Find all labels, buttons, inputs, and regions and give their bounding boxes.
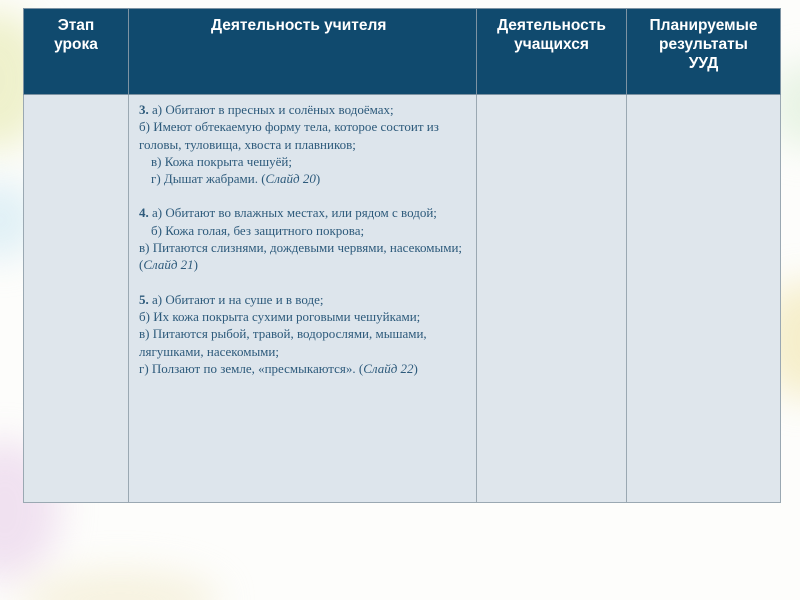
header-teacher-activity: Деятельность учителя bbox=[129, 9, 477, 95]
cell-student-activity bbox=[477, 95, 627, 503]
block5-line-a: 5. а) Обитают и на суше и в воде; bbox=[139, 291, 324, 307]
block5-line-b: б) Их кожа покрыта сухими роговыми чешуйками; bbox=[139, 308, 421, 324]
block3-line-c: в) Кожа покрыта чешуёй; bbox=[151, 153, 292, 169]
lesson-plan-table bbox=[23, 8, 781, 503]
header-planned-results: Планируемые результаты УУД bbox=[627, 9, 781, 95]
table-row bbox=[24, 95, 781, 503]
cell-stage bbox=[24, 95, 129, 503]
cell-teacher-activity bbox=[129, 95, 477, 503]
block3-line-b: б) Имеют обтекаемую форму тела, которое состоит из головы, туловища, хвоста и плавников; bbox=[139, 119, 439, 152]
block5-line-d: г) Ползают по земле, «пресмыкаются». (Слайд 22) bbox=[139, 360, 418, 376]
block5-line-c: в) Питаются рыбой, травой, водорослями, мышами, лягушками, насекомыми; bbox=[139, 326, 427, 359]
teacher-activity-text bbox=[139, 101, 466, 377]
header-stage: Этап урока bbox=[24, 9, 129, 95]
header-student-activity: Деятельность учащихся bbox=[477, 9, 627, 95]
cell-planned-results bbox=[627, 95, 781, 503]
block4-line-a: 4. а) Обитают во влажных местах, или рядом с водой; bbox=[139, 205, 437, 221]
background-blob bbox=[20, 570, 220, 600]
block3-line-a: 3. а) Обитают в пресных и солёных водоёмах; bbox=[139, 102, 394, 117]
block3-line-d: г) Дышат жабрами. (Слайд 20) bbox=[151, 171, 321, 187]
block4-line-c: в) Питаются слизнями, дождевыми червями, насекомыми; (Слайд 21) bbox=[139, 240, 463, 273]
block4-line-b: б) Кожа голая, без защитного покрова; bbox=[151, 222, 365, 238]
table-header-row bbox=[24, 9, 781, 95]
